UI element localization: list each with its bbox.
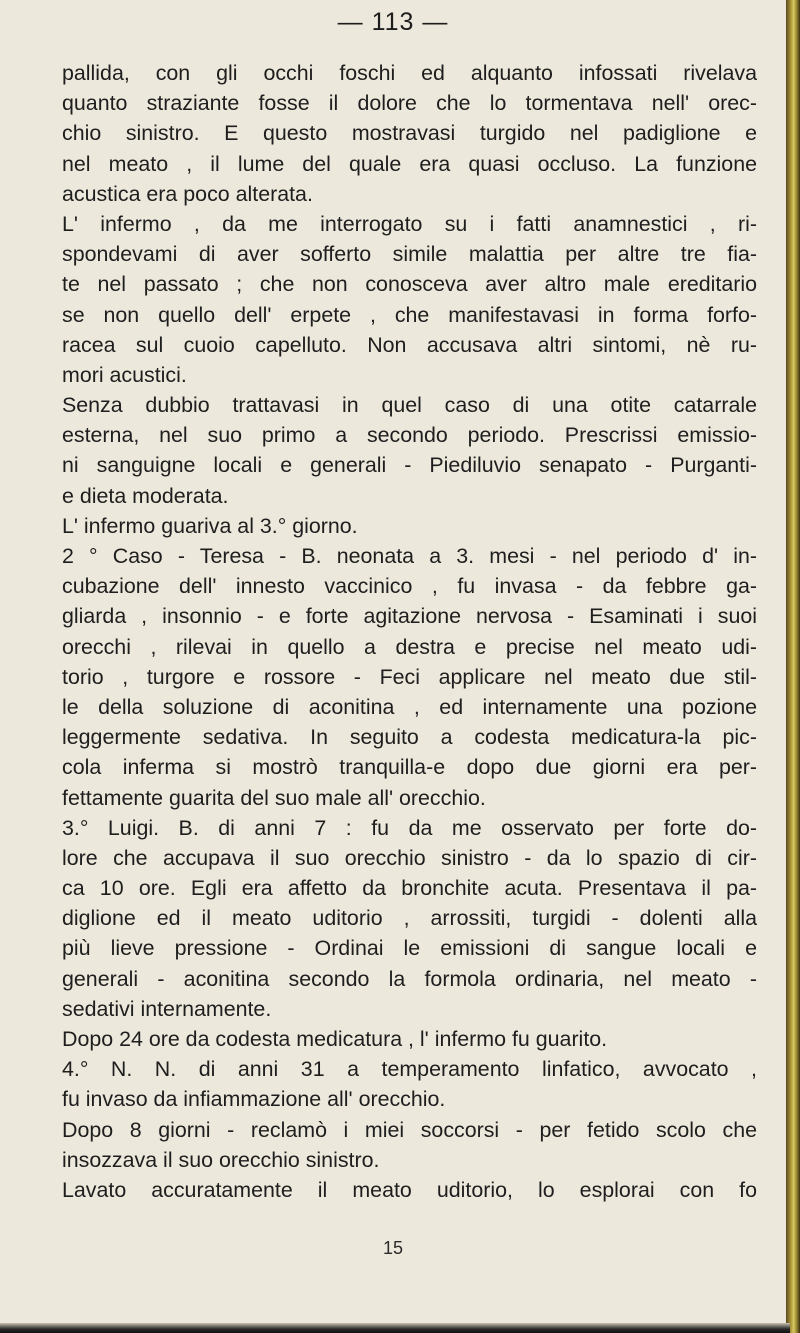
text-line: mori acustici.	[62, 362, 187, 387]
text-line: se non quello dell' erpete , che manifestavasi in forma forfo-	[62, 302, 757, 327]
text-line: fu invaso da infiammazione all' orecchio.	[62, 1087, 446, 1112]
text-line: chio sinistro. E questo mostravasi turgido nel padiglione e	[62, 121, 757, 146]
text-line: cola inferma si mostrò tranquilla-e dopo due giorni era per-	[62, 755, 757, 780]
text-line: racea sul cuoio capelluto. Non accusava altri sintomi, nè ru-	[62, 332, 757, 357]
signature-mark: 15	[382, 1238, 404, 1258]
page-binding-edge	[786, 0, 800, 1333]
text-line: Lavato accuratamente il meato uditorio, lo esplorai con fo	[62, 1177, 757, 1202]
text-line: orecchi , rilevai in quello a destra e precise nel meato udi-	[62, 634, 757, 659]
page-number: — 113 —	[337, 8, 449, 36]
page-bottom-edge	[0, 1323, 790, 1333]
text-line: e dieta moderata.	[62, 483, 229, 508]
text-line: L' infermo guariva al 3.° giorno.	[62, 513, 358, 538]
text-line: Dopo 8 giorni - reclamò i miei soccorsi - per fetido scolo che	[62, 1117, 757, 1142]
text-line: ca 10 ore. Egli era affetto da bronchite acuta. Presentava il pa-	[62, 876, 757, 901]
text-line: Dopo 24 ore da codesta medicatura , l' infermo fu guarito.	[62, 1027, 608, 1051]
text-line: te nel passato ; che non conosceva aver altro male ereditario	[62, 272, 757, 297]
text-line: ni sanguigne locali e generali - Piediluvio senapato - Purganti-	[62, 453, 757, 478]
text-line: L' infermo , da me interrogato su i fatti anamnestici , ri-	[62, 211, 757, 236]
text-line: lore che accupava il suo orecchio sinistro - da lo spazio di cir-	[62, 845, 757, 870]
text-line: 4.° N. N. di anni 31 a temperamento linfatico, avvocato ,	[62, 1057, 757, 1082]
body-text	[62, 58, 757, 1205]
text-line: spondevami di aver sofferto simile malattia per altre tre fia-	[62, 242, 757, 267]
text-line: 3.° Luigi. B. di anni 7 : fu da me osservato per forte do-	[62, 815, 757, 840]
text-line: esterna, nel suo primo a secondo periodo. Prescrissi emissio-	[62, 423, 757, 448]
text-line: più lieve pressione - Ordinai le emissioni di sangue locali e	[62, 936, 757, 961]
text-line: quanto straziante fosse il dolore che lo tormentava nell' orec-	[62, 91, 757, 116]
text-line: le della soluzione di aconitina , ed internamente una pozione	[62, 694, 757, 719]
text-line: fettamente guarita del suo male all' orecchio.	[62, 785, 486, 810]
text-line: cubazione dell' innesto vaccinico , fu invasa - da febbre ga-	[62, 574, 757, 599]
text-line: 2 ° Caso - Teresa - B. neonata a 3. mesi - nel periodo d' in-	[62, 544, 757, 568]
text-line: Senza dubbio trattavasi in quel caso di una otite catarrale	[62, 393, 757, 418]
text-line: pallida, con gli occhi foschi ed alquanto infossati rivelava	[62, 61, 757, 85]
text-line: nel meato , il lume del quale era quasi occluso. La funzione	[62, 151, 757, 176]
text-line: insozzava il suo orecchio sinistro.	[62, 1147, 380, 1172]
text-line: sedativi internamente.	[62, 996, 272, 1021]
text-line: gliarda , insonnio - e forte agitazione nervosa - Esaminati i suoi	[62, 604, 757, 629]
text-line: generali - aconitina secondo la formola ordinaria, nel meato -	[62, 966, 757, 991]
text-line: diglione ed il meato uditorio , arrossiti, turgidi - dolenti alla	[62, 906, 757, 931]
text-line: torio , turgore e rossore - Feci applicare nel meato due stil-	[62, 664, 757, 689]
text-line: leggermente sedativa. In seguito a codesta medicatura-la pic-	[62, 725, 757, 750]
text-line: acustica era poco alterata.	[62, 181, 313, 206]
